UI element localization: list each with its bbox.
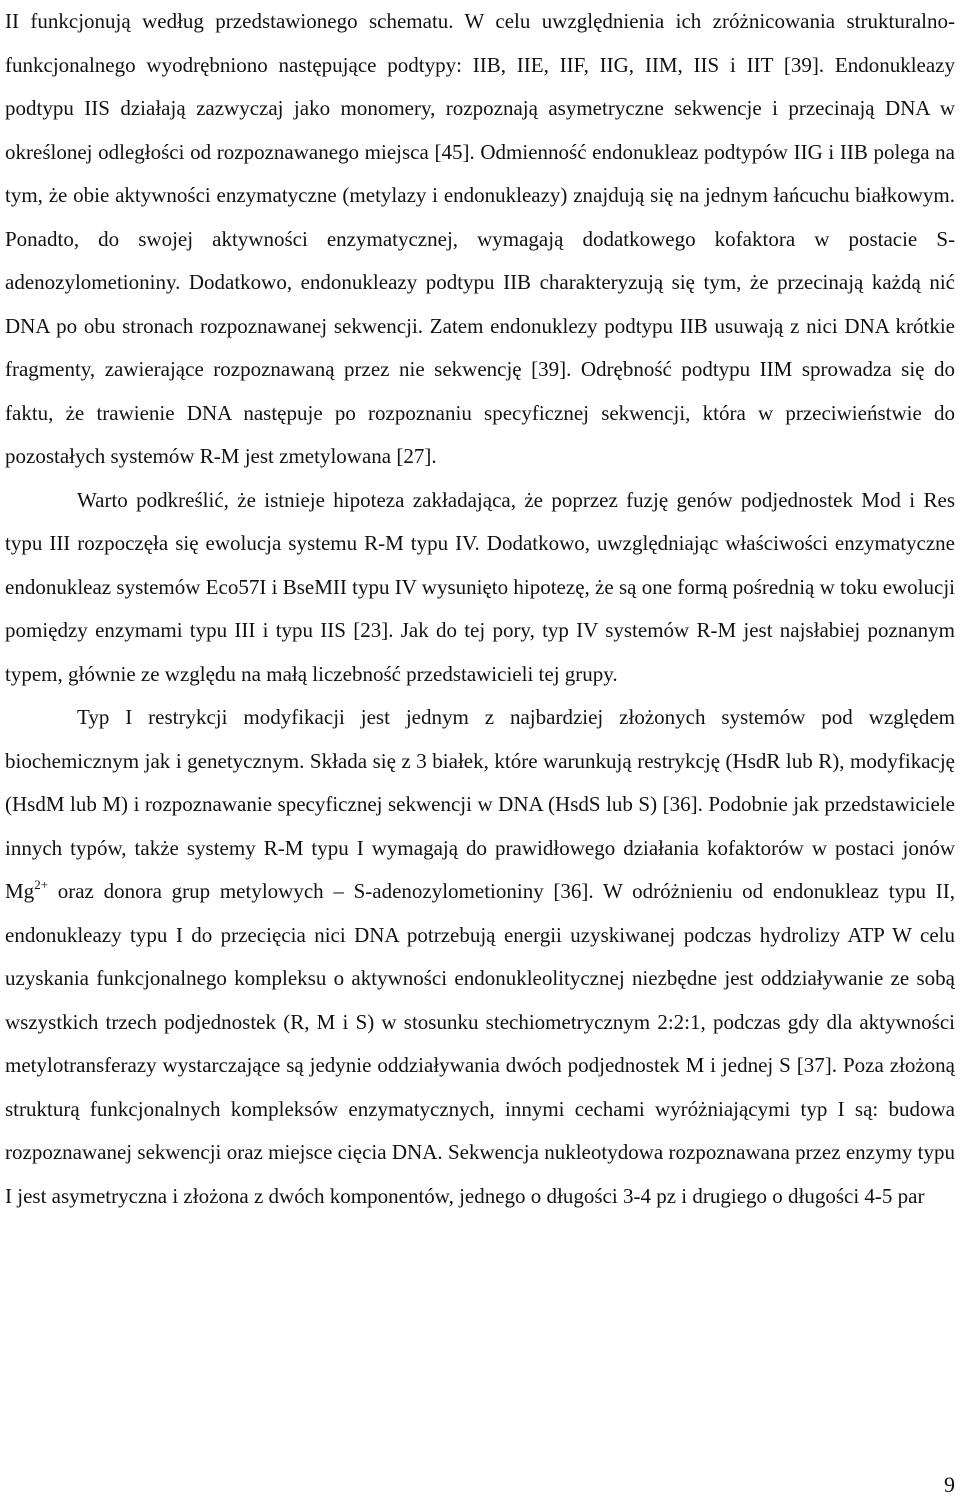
paragraph-text: Warto podkreślić, że istnieje hipoteza zakładająca, że poprzez fuzję genów podjednostek Mod i Res typu III rozpoczęła się ewolucja systemu R-M typu IV. Dodatkowo, uwzględniając właściwości enzymatyczne endonukleaz systemów Eco57I i BseMII typu IV wysunięto hipotezę, że są one formą pośrednią w toku ewolucji pomiędzy enzymami typu III i typu IIS [23]. Jak do tej pory, typ IV systemów R-M jest najsłabiej poznanym typem, głównie ze względu na małą liczebność przedstawicieli tej grupy. <box>5 487 955 686</box>
paragraph-text: II funkcjonują według przedstawionego schematu. W celu uwzględnienia ich zróżnicowania strukturalno-funkcjonalnego wyodrębniono następujące podtypy: IIB, IIE, IIF, IIG, IIM, IIS i IIT [39]. Endonukleazy podtypu IIS działają zazwyczaj jako monomery, rozpoznają asymetryczne sekwencje i przecinają DNA w określonej odległości od rozpoznawanego miejsca [45]. Odmienność endonukleaz podtypów IIG i IIB polega na tym, że obie aktywności enzymatyczne (metylazy i endonukleazy) znajdują się na jednym łańcuchu białkowym. Ponadto, do swojej aktywności enzymatycznej, wymagają dodatkowego kofaktora w postacie S-adenozylometioniny. Dodatkowo, endonukleazy podtypu IIB charakteryzują się tym, że przecinają każdą nić DNA po obu stronach rozpoznawanej sekwencji. Zatem endonuklezy podtypu IIB usuwają z nici DNA krótkie fragmenty, zawierające rozpoznawaną przez nie sekwencję [39]. Odrębność podtypu IIM sprowadza się do faktu, że trawienie DNA następuje po rozpoznaniu specyficznej sekwencji, która w przeciwieństwie do pozostałych systemów R-M jest zmetylowana [27]. <box>5 9 955 468</box>
page-number: 9 <box>944 1472 955 1497</box>
paragraph-text: oraz donora grup metylowych – S-adenozylometioniny [36]. W odróżnieniu od endonukleaz typu II, endonukleazy typu I do przecięcia nici DNA potrzebują energii uzyskiwanej podczas hydrolizy ATP W celu uzyskania funkcjonalnego kompleksu o aktywności endonukleolitycznej niezbędne jest oddziaływanie ze sobą wszystkich trzech podjednostek (R, M i S) w stosunku stechiometrycznym 2:2:1, podczas gdy dla aktywności metylotransferazy wystarczające są jedynie oddziaływania dwóch podjednostek M i jednej S [37]. Poza złożoną strukturą funkcjonalnych kompleksów enzymatycznych, innymi cechami wyróżniającymi typ I są: budowa rozpoznawanej sekwencji oraz miejsce cięcia DNA. Sekwencja nukleotydowa rozpoznawana przez enzymy typu I jest asymetryczna i złożona z dwóch komponentów, jednego o długości 3-4 pz i drugiego o długości 4-5 par <box>5 879 955 1208</box>
superscript-charge: 2+ <box>34 877 49 892</box>
paragraph-type-iv <box>5 479 955 697</box>
body-text <box>5 0 955 1218</box>
paragraph-text: Typ I restrykcji modyfikacji jest jednym z najbardziej złożonych systemów pod względem biochemicznym jak i genetycznym. Składa się z 3 białek, które warunkują restrykcję (HsdR lub R), modyfikację (HsdM lub M) i rozpoznawanie specyficznej sekwencji w DNA (HsdS lub S) [36]. Podobnie jak przedstawiciele innych typów, także systemy R-M typu I wymagają do prawidłowego działania kofaktorów w postaci jonów Mg <box>5 705 955 903</box>
paragraph-type-i <box>5 696 955 1218</box>
paragraph-continued <box>5 0 955 479</box>
